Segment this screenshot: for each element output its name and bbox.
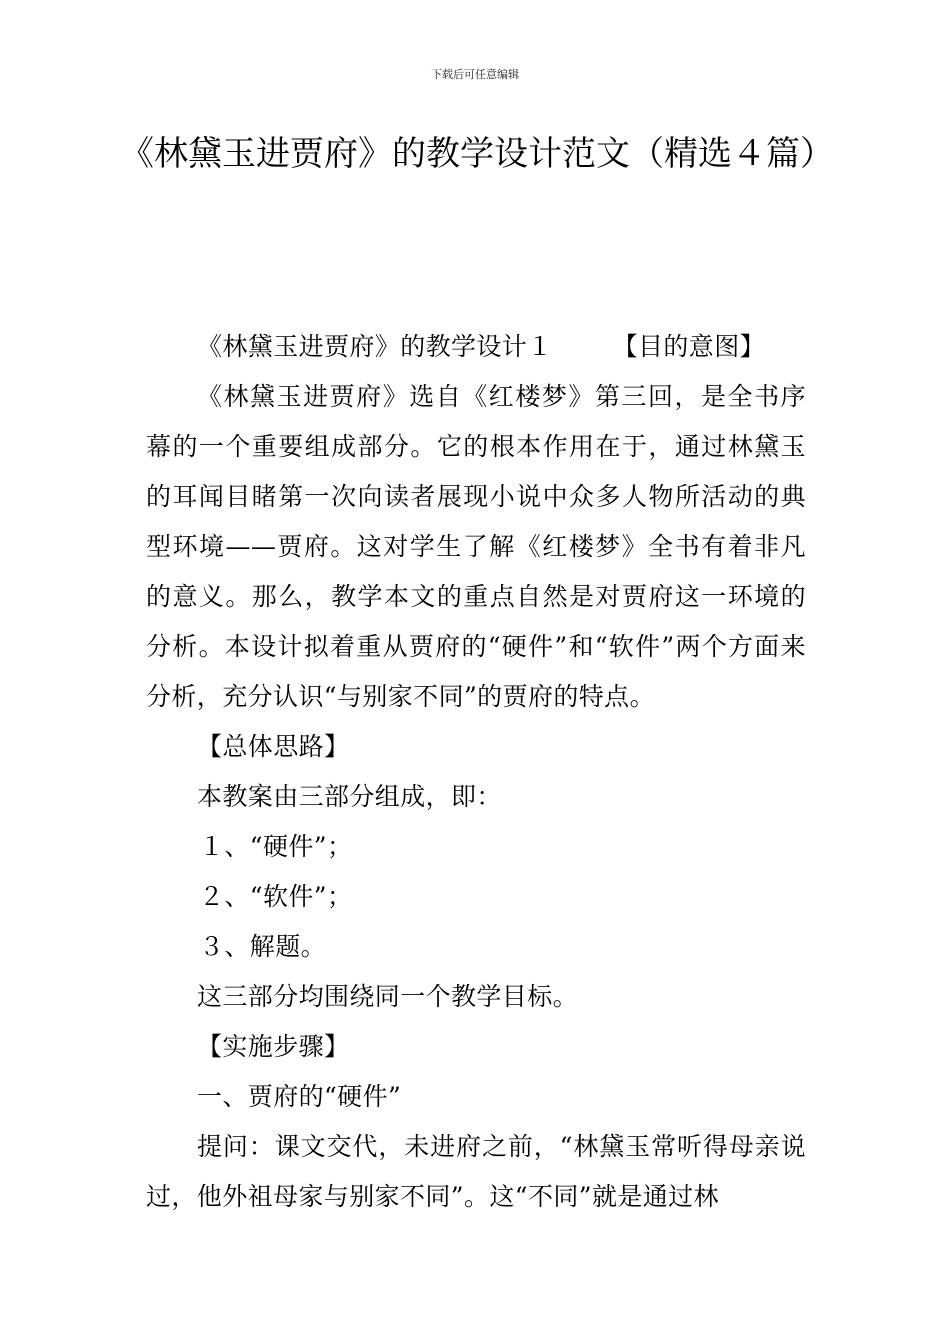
purpose-heading: 【目的意图】 bbox=[612, 332, 766, 361]
overall-intro: 本教案由三部分组成，即： bbox=[197, 782, 502, 811]
steps-heading: 【实施步骤】 bbox=[197, 1032, 350, 1061]
overall-summary: 这三部分均围绕同一个教学目标。 bbox=[197, 982, 579, 1011]
list-item: ２、“软件”； bbox=[199, 882, 353, 911]
section-heading-line bbox=[146, 322, 806, 372]
document-body bbox=[146, 322, 806, 1222]
document-title: 《林黛玉进贾府》的教学设计范文（精选４篇） bbox=[120, 134, 834, 174]
section1-heading: 《林黛玉进贾府》的教学设计１ bbox=[197, 332, 553, 361]
purpose-paragraph: 《林黛玉进贾府》选自《红楼梦》第三回，是全书序幕的一个重要组成部分。它的根本作用在于，通过林黛玉的耳闻目睹第一次向读者展现小说中众多人物所活动的典型环境——贾府。这对学生了解《红楼梦》全书有着非凡的意义。那么，教学本文的重点自然是对贾府这一环境的分析。本设计拟着重从贾府的“硬件”和“软件”两个方面来分析，充分认识“与别家不同”的贾府的特点。 bbox=[146, 382, 806, 711]
header-note: 下载后可任意编辑 bbox=[431, 68, 519, 81]
list-item: ３、解题。 bbox=[199, 932, 327, 961]
step1-heading: 一、贾府的“硬件” bbox=[197, 1082, 402, 1111]
list-item: １、“硬件”； bbox=[199, 832, 353, 861]
overall-heading: 【总体思路】 bbox=[197, 732, 350, 761]
step1-paragraph: 提问：课文交代，未进府之前，“林黛玉常听得母亲说过，他外祖母家与别家不同”。这“不同”就是通过林 bbox=[146, 1132, 806, 1211]
